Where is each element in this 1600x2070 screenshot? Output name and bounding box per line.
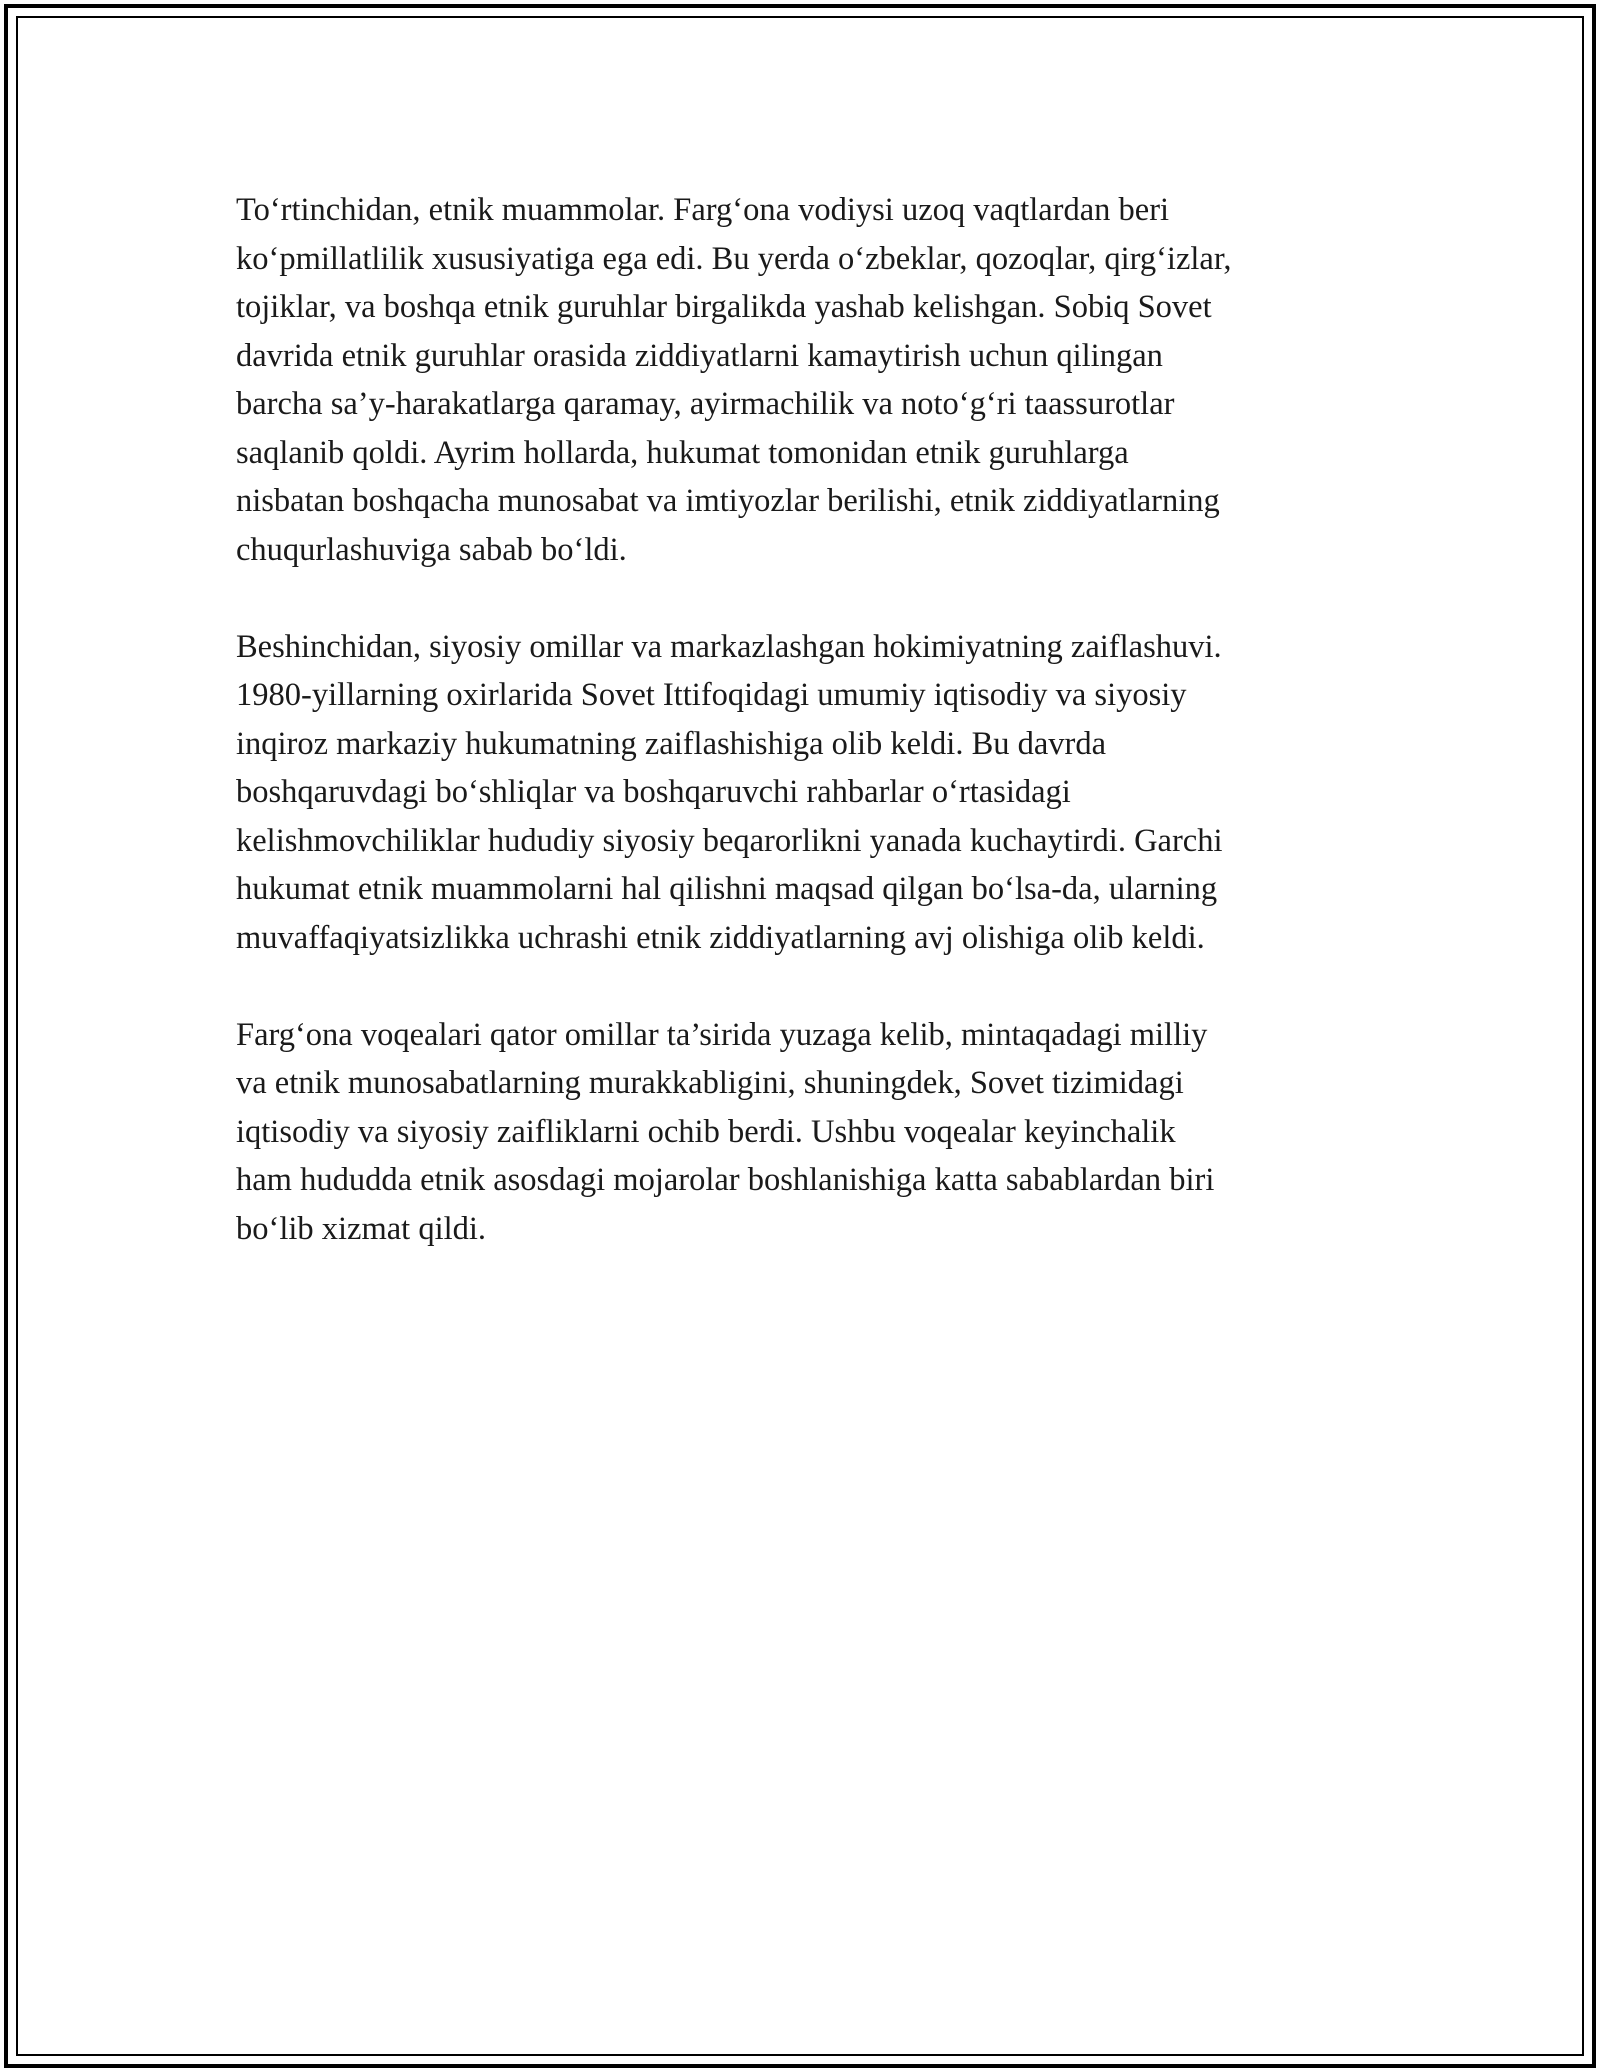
text-line: iqtisodiy va siyosiy zaifliklarni ochib berdi. Ushbu voqealar keyinchalik [236, 1113, 1176, 1150]
text-line: ham hududda etnik asosdagi mojarolar boshlanishiga katta sabablardan biri [236, 1162, 1215, 1198]
text-line: va etnik munosabatlarning murakkabligini, shuningdek, Sovet tizimidagi [236, 1065, 1184, 1101]
text-line: hukumat etnik muammolarni hal qilishni maqsad qilgan bo‘lsa-da, ularning [236, 871, 1218, 907]
text-line: barcha sa’y-harakatlarga qaramay, ayirmachilik va noto‘g‘ri taassurotlar [236, 386, 1175, 422]
paragraph-3 [236, 1011, 1376, 1254]
text-line: saqlanib qoldi. Ayrim hollarda, hukumat tomonidan etnik guruhlarga [236, 434, 1129, 471]
text-line: bo‘lib xizmat qildi. [236, 1210, 487, 1247]
text-line: boshqaruvdagi bo‘shliqlar va boshqaruvchi rahbarlar o‘rtasidagi [236, 774, 1071, 810]
text-line: 1980-yillarning oxirlarida Sovet Ittifoqidagi umumiy iqtisodiy va siyosiy [236, 677, 1187, 713]
text-line: To‘rtinchidan, etnik muammolar. Farg‘ona vodiysi uzoq vaqtlardan beri [236, 192, 1170, 228]
text-line: ko‘pmillatlilik xususiyatiga ega edi. Bu yerda o‘zbeklar, qozoqlar, qirg‘izlar, [236, 240, 1232, 277]
text-line: kelishmovchiliklar hududiy siyosiy beqarorlikni yanada kuchaytirdi. Garchi [236, 822, 1223, 859]
text-line: Farg‘ona voqealari qator omillar ta’sirida yuzaga kelib, mintaqadagi milliy [236, 1016, 1208, 1053]
text-line: nisbatan boshqacha munosabat va imtiyozlar berilishi, etnik ziddiyatlarning [236, 483, 1220, 519]
text-line: inqiroz markaziy hukumatning zaiflashishiga olib keldi. Bu davrda [236, 725, 1107, 762]
text-line: muvaffaqiyatsizlikka uchrashi etnik ziddiyatlarning avj olishiga olib keldi. [236, 919, 1205, 956]
document-body [236, 186, 1376, 1302]
text-line: chuqurlashuviga sabab bo‘ldi. [236, 531, 627, 568]
paragraph-2 [236, 623, 1376, 963]
text-line: davrida etnik guruhlar orasida ziddiyatlarni kamaytirish uchun qilingan [236, 337, 1163, 374]
text-line: tojiklar, va boshqa etnik guruhlar birgalikda yashab kelishgan. Sobiq Sovet [236, 289, 1212, 325]
paragraph-1 [236, 186, 1376, 574]
text-line: Beshinchidan, siyosiy omillar va markazlashgan hokimiyatning zaiflashuvi. [236, 628, 1222, 665]
